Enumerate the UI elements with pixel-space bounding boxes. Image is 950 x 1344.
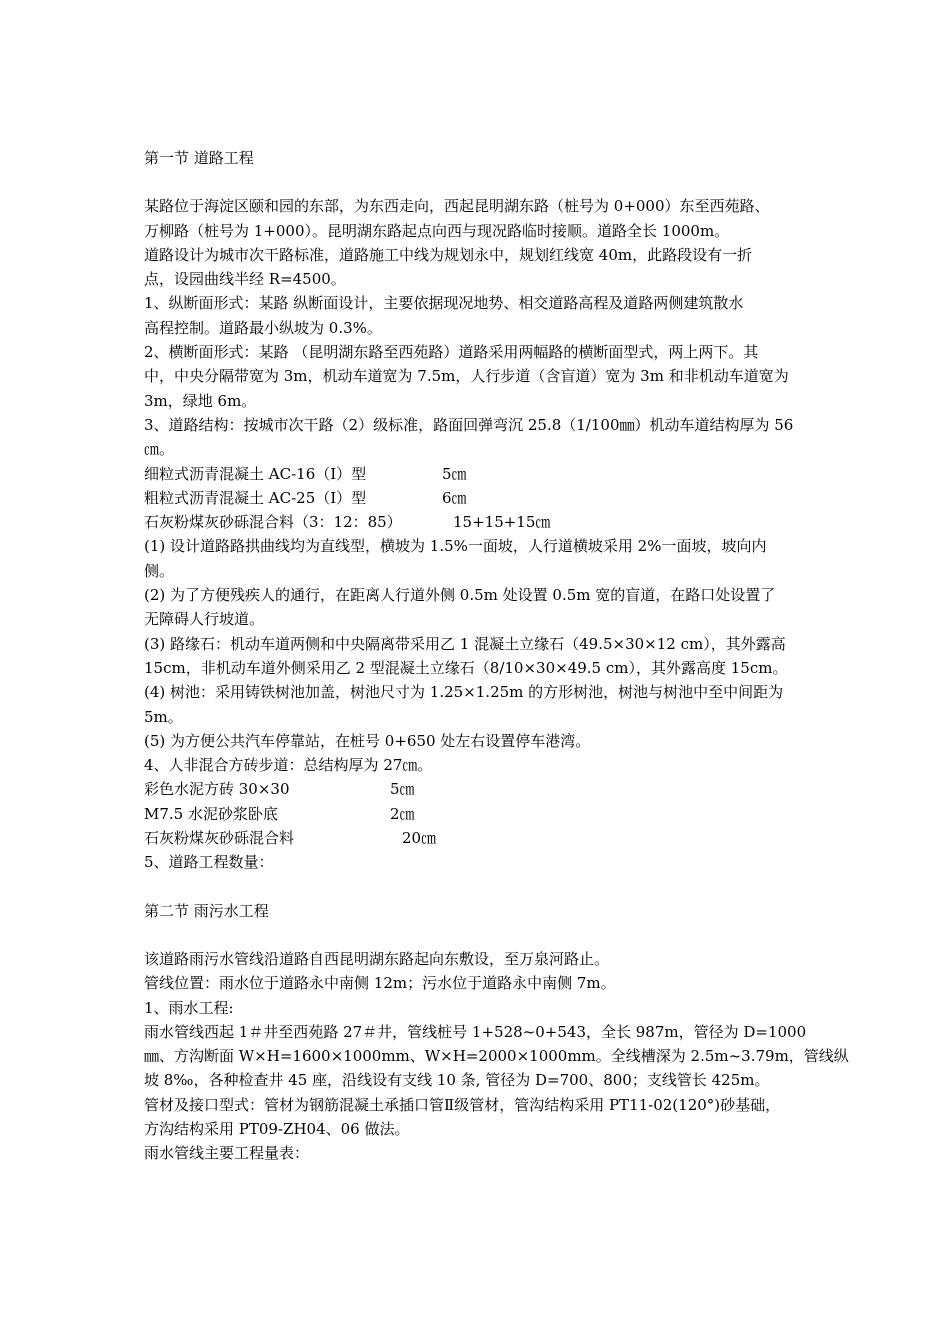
note-line: (1) 设计道路路拱曲线均为直线型，横坡为 1.5%一面坡，人行道横坡采用 2%一面坡，坡向内: [144, 537, 767, 556]
layer-name: 石灰粉煤灰砂砾混合料: [144, 829, 295, 848]
note-line: 15cm，非机动车道外侧采用乙 2 型混凝土立缘石（8/10×30×49.5 cm），其外露高度 15cm。: [144, 658, 788, 677]
paragraph-line: 道路设计为城市次干路标准，道路施工中线为规划永中，规划红线宽 40m，此路段设有一折: [144, 245, 753, 264]
paragraph-line: 2、横断面形式：某路 （昆明湖东路至西苑路）道路采用两幅路的横断面型式，两上两下。其: [144, 343, 759, 362]
layer-thickness: 5㎝: [390, 780, 415, 799]
paragraph-line: 雨水管线主要工程量表：: [144, 1144, 310, 1163]
paragraph-line: 高程控制。道路最小纵坡为 0.3%。: [144, 318, 382, 337]
layer-name: 细粒式沥青混凝土 AC-16（Ⅰ）型: [144, 464, 367, 483]
pavement-layer-row: [144, 462, 812, 486]
note-line: 无障碍人行坡道。: [144, 610, 265, 629]
note-line: 侧。: [144, 561, 175, 580]
paragraph-line: 点，设园曲线半经 R=4500。: [144, 270, 346, 289]
note-line: (2) 为了方便残疾人的通行，在距离人行道外侧 0.5m 处设置 0.5m 宽的盲道，在路口处设置了: [144, 586, 776, 605]
layer-name: 粗粒式沥青混凝土 AC-25（Ⅰ）型: [144, 488, 367, 507]
paragraph-line: 该道路雨污水管线沿道路自西昆明湖东路起向东敷设，至万泉河路止。: [144, 949, 610, 968]
note-line: 4、人非混合方砖步道：总结构厚为 27㎝。: [144, 756, 433, 775]
sidewalk-layer-row: [144, 777, 812, 801]
section-1-title: 第一节 道路工程: [144, 149, 254, 167]
paragraph-line: 雨水管线西起 1＃井至西苑路 27＃井，管线桩号 1+528~0+543，全长 987m，管径为 D=1000: [144, 1022, 807, 1041]
layer-thickness: 2㎝: [390, 804, 415, 823]
paragraph-line: 管材及接口型式：管材为钢筋混凝土承插口管Ⅱ级管材，管沟结构采用 PT11-02(120°)砂基础，: [144, 1095, 781, 1114]
note-line: (5) 为方便公共汽车停靠站，在桩号 0+650 处左右设置停车港湾。: [144, 731, 591, 750]
pavement-layer-row: [144, 486, 812, 510]
paragraph-line: 坡 8‰，各种检查井 45 座，沿线设有支线 10 条, 管径为 D=700、800；支线管长 425m。: [144, 1071, 770, 1090]
paragraph-line: 某路位于海淀区颐和园的东部，为东西走向，西起昆明湖东路（桩号为 0+000）东至西苑路、: [144, 197, 770, 216]
layer-name: 彩色水泥方砖 30×30: [144, 780, 290, 799]
paragraph-line: 中，中央分隔带宽为 3m，机动车道宽为 7.5m，人行步道（含盲道）宽为 3m 和非机动车道宽为: [144, 367, 789, 386]
paragraph-line: 1、雨水工程:: [144, 998, 234, 1017]
paragraph-line: 万柳路（桩号为 1+000）。昆明湖东路起点向西与现况路临时接顺。道路全长 1000m。: [144, 221, 730, 240]
paragraph-line: 3m，绿地 6m。: [144, 391, 257, 410]
paragraph-line: 3、道路结构：按城市次干路（2）级标准，路面回弹弯沉 25.8（1/100㎜）机动车道结构厚为 56: [144, 415, 794, 434]
paragraph-line: ㎝。: [144, 440, 175, 459]
paragraph-line: 管线位置：雨水位于道路永中南侧 12m；污水位于道路永中南侧 7m。: [144, 974, 616, 993]
layer-thickness: 6㎝: [442, 488, 467, 507]
layer-thickness: 5㎝: [442, 464, 467, 483]
paragraph-line: 1、纵断面形式：某路 纵断面设计，主要依据现况地势、相交道路高程及道路两侧建筑散水: [144, 294, 744, 313]
quantity-heading: 5、道路工程数量：: [144, 853, 274, 872]
layer-thickness: 20㎝: [402, 829, 437, 848]
section-2-title: 第二节 雨污水工程: [144, 901, 269, 920]
sidewalk-layer-row: [144, 802, 812, 826]
document-page: [144, 146, 849, 1166]
layer-thickness: 15+15+15㎝: [453, 513, 551, 532]
sidewalk-layer-row: [144, 826, 812, 850]
layer-name: 石灰粉煤灰砂砾混合料（3：12：85）: [144, 513, 402, 532]
pavement-layer-row: [144, 510, 812, 534]
note-line: (4) 树池：采用铸铁树池加盖，树池尺寸为 1.25×1.25m 的方形树池，树池与树池中至中间距为: [144, 683, 784, 702]
note-line: 5m。: [144, 707, 183, 726]
paragraph-line: 方沟结构采用 PT09-ZH04、06 做法。: [144, 1119, 410, 1138]
note-line: (3) 路缘石：机动车道两侧和中央隔离带采用乙 1 混凝土立缘石（49.5×30×12 cm），其外露高: [144, 634, 786, 653]
layer-name: M7.5 水泥砂浆卧底: [144, 804, 278, 823]
paragraph-line: ㎜、方沟断面 W×H=1600×1000mm、W×H=2000×1000mm。全线槽深为 2.5m~3.79m，管线纵: [144, 1047, 849, 1066]
